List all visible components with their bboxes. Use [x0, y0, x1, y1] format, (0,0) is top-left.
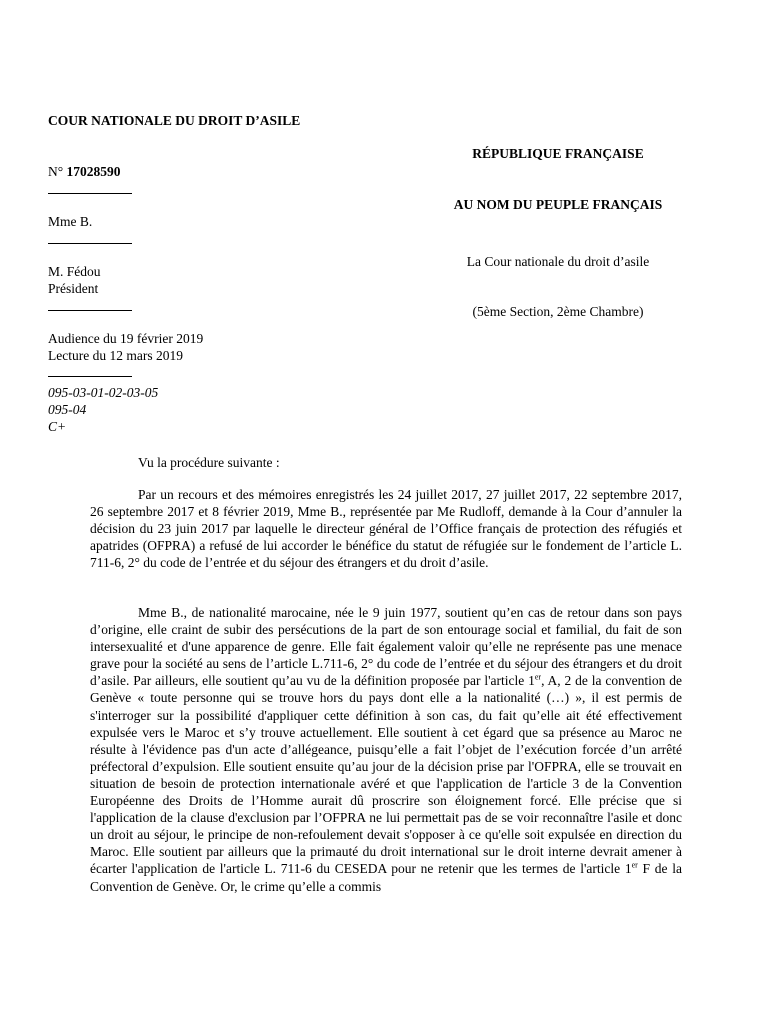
divider [48, 310, 132, 311]
superscript: er [631, 860, 638, 870]
superscript: er [534, 672, 542, 682]
hearing-date: Audience du 19 février 2019 [48, 331, 204, 346]
divider [48, 243, 132, 244]
court-name: COUR NATIONALE DU DROIT D’ASILE [48, 113, 301, 128]
paragraph-text: Par un recours et des mémoires enregistrés les 24 juillet 2017, 27 juillet 2017, 22 septembre 2017, 26 septembre 2017 et 8 février 2019, Mme B., représentée par Me Rudloff, demande à la Cour d’annuler la décision du 23 juin 2017 par laquelle le directeur général de l’Office français de protection des réfugiés et apatrides (OFPRA) a refusé de lui accorder le bénéfice du statut de réfugiée sur le fondement de l’article L. 711-6, 2° du code de l’entrée et du séjour des étrangers et du droit d’asile. [90, 487, 682, 571]
judge-role: Président [48, 281, 99, 296]
case-number-prefix: N° [48, 164, 67, 179]
paragraph-appeal [90, 486, 682, 571]
paragraph-part: Mme B., de nationalité marocaine, née le 9 juin 1977, soutient qu’en cas de retour dans son pays d’origine, elle craint de subir des persécutions de la part de son entourage social et familial, du fait de son intersexualité et d'une apparence de genre. Elle fait également valoir qu’elle ne représente pas une menace grave pour la société au sens de l’article L.711-6, 2° du code de l’entrée et du séjour des étrangers et du droit d’asile. Par ailleurs, elle soutient qu’au vu de la définition proposée par l'article 1 [90, 605, 682, 689]
party-name: Mme B. [48, 214, 93, 229]
paragraph-part: F de la Convention de Genève. Or, le crime qu’elle a commis [90, 861, 682, 894]
case-number [48, 163, 121, 180]
divider [48, 376, 132, 377]
reading-date: Lecture du 12 mars 2019 [48, 348, 183, 363]
judge-name: M. Fédou [48, 264, 101, 279]
classification-code: 095-03-01-02-03-05 [48, 385, 159, 400]
divider [48, 193, 132, 194]
classification-code: C+ [48, 419, 67, 434]
classification-code: 095-04 [48, 402, 87, 417]
case-number-value: 17028590 [66, 164, 121, 179]
people-heading: AU NOM DU PEUPLE FRANÇAIS [453, 197, 663, 212]
procedure-intro: Vu la procédure suivante : [138, 455, 280, 470]
paragraph-text [90, 604, 682, 895]
court-line: La Cour nationale du droit d’asile [466, 254, 650, 269]
paragraph-arguments [90, 604, 682, 895]
republic-heading: RÉPUBLIQUE FRANÇAISE [472, 146, 644, 161]
paragraph-part: , A, 2 de la convention de Genève « toute personne qui se trouve hors du pays dont elle a la nationalité (…) », il est permis de s'interroger sur la possibilité d'appliquer cette définition à son cas, du fait qu’elle ait été effectivement expulsée vers le Maroc et s’y trouve actuellement. Elle soutient à cet égard que sa présence au Maroc ne résulte à l'évidence pas d'un acte d’allégeance, puisqu’elle a fait l’objet de l’exécution forcée d’un arrêté préfectoral d’expulsion. Elle soutient ensuite qu’au jour de la décision prise par l'OFPRA, elle se trouvait en situation de besoin de protection internationale avéré et que l'application de l'article 3 de la Convention Européenne des Droits de l’Homme aurait dû proscrire son éloignement forcé. Elle précise que si l'application de la clause d'exclusion par l’OFPRA ne lui permettait pas de se voir reconnaître l'asile et donc un droit au séjour, le principe de non-refoulement devait s'opposer à ce qu'elle soit expulsée en direction du Maroc. Elle soutient par ailleurs que la primauté du droit international sur le droit interne devrait amener à écarter l'application de l'article L. 711-6 du CESEDA pour ne retenir que les termes de l'article 1 [90, 673, 682, 877]
section-line: (5ème Section, 2ème Chambre) [472, 304, 644, 319]
